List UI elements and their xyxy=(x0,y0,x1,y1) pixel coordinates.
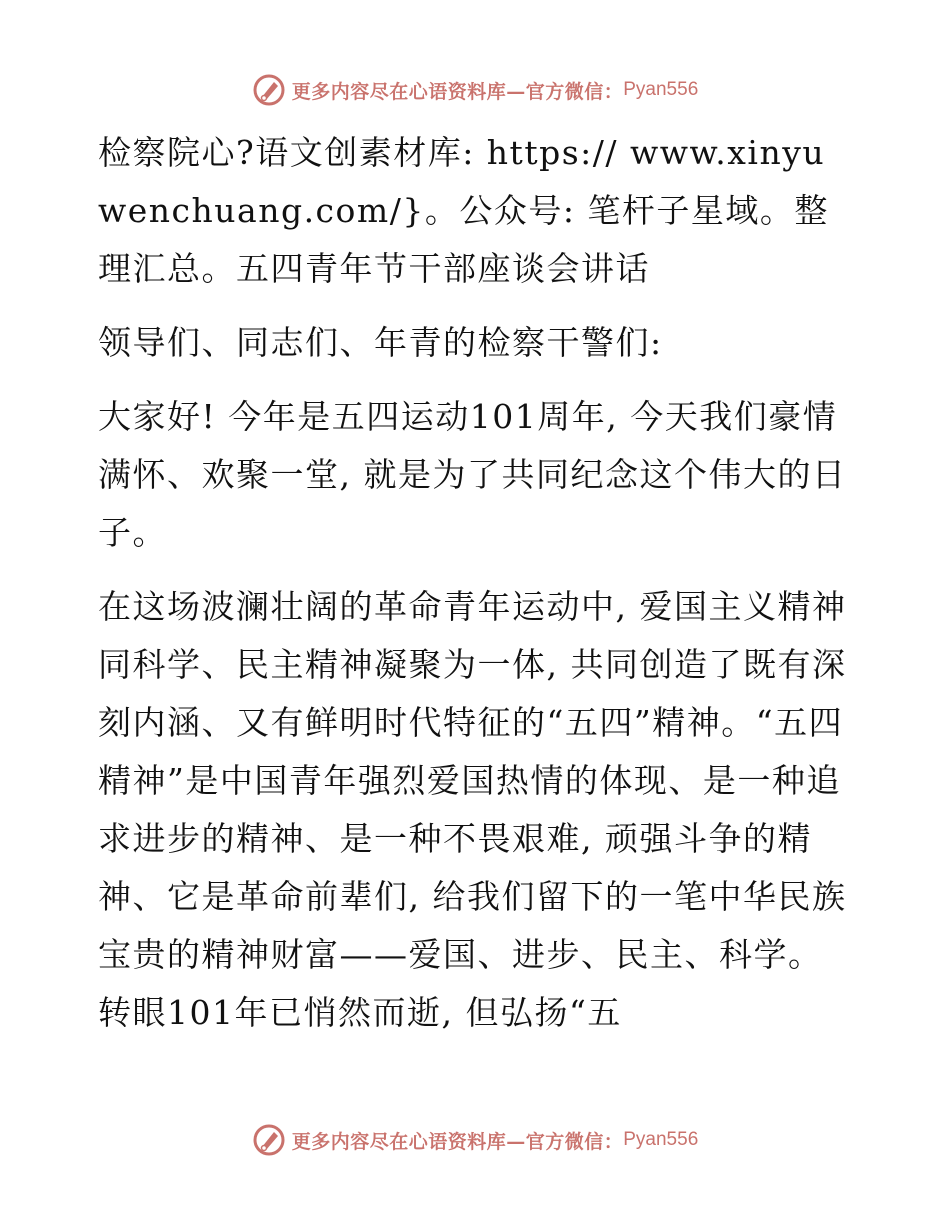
paragraph-body: 在这场波澜壮阔的革命青年运动中, 爱国主义精神同科学、民主精神凝聚为一体, 共同创造了既有深刻内涵、又有鲜明时代特征的“五四”精神。“五四精神”是中国青年强烈爱国热情的体现、是一种追求进步的精神、是一种不畏艰难, 顽强斗争的精神、它是革命前辈们, 给我们留下的一笔中华民族宝贵的精神财富——爱国、进步、民主、科学。转眼101年已悄然而逝, 但弘扬“五 xyxy=(98,587,847,1032)
page-footer-banner xyxy=(0,1118,950,1162)
page-header-banner xyxy=(0,68,950,112)
pen-nib-logo-icon xyxy=(252,1123,286,1157)
banner-text: 更多内容尽在心语资料库—官方微信： xyxy=(291,80,624,103)
banner-wechat-id: Pyan556 xyxy=(623,79,699,100)
footer-banner-text: 更多内容尽在心语资料库—官方微信： xyxy=(291,1130,624,1153)
footer-banner-wechat-id: Pyan556 xyxy=(623,1129,699,1150)
pen-nib-logo-icon xyxy=(252,73,286,107)
paragraph-greeting: 大家好! 今年是五四运动101周年, 今天我们豪情满怀、欢聚一堂, 就是为了共同纪念这个伟大的日子。 xyxy=(98,397,847,552)
paragraph-salutation: 领导们、同志们、年青的检察干警们: xyxy=(98,323,663,362)
document-body xyxy=(98,124,850,1042)
paragraph-intro: 检察院心?语文创素材库: https:// www.xinyuwenchuang.com/}。公众号: 笔杆子星域。整理汇总。五四青年节干部座谈会讲话 xyxy=(98,133,829,288)
